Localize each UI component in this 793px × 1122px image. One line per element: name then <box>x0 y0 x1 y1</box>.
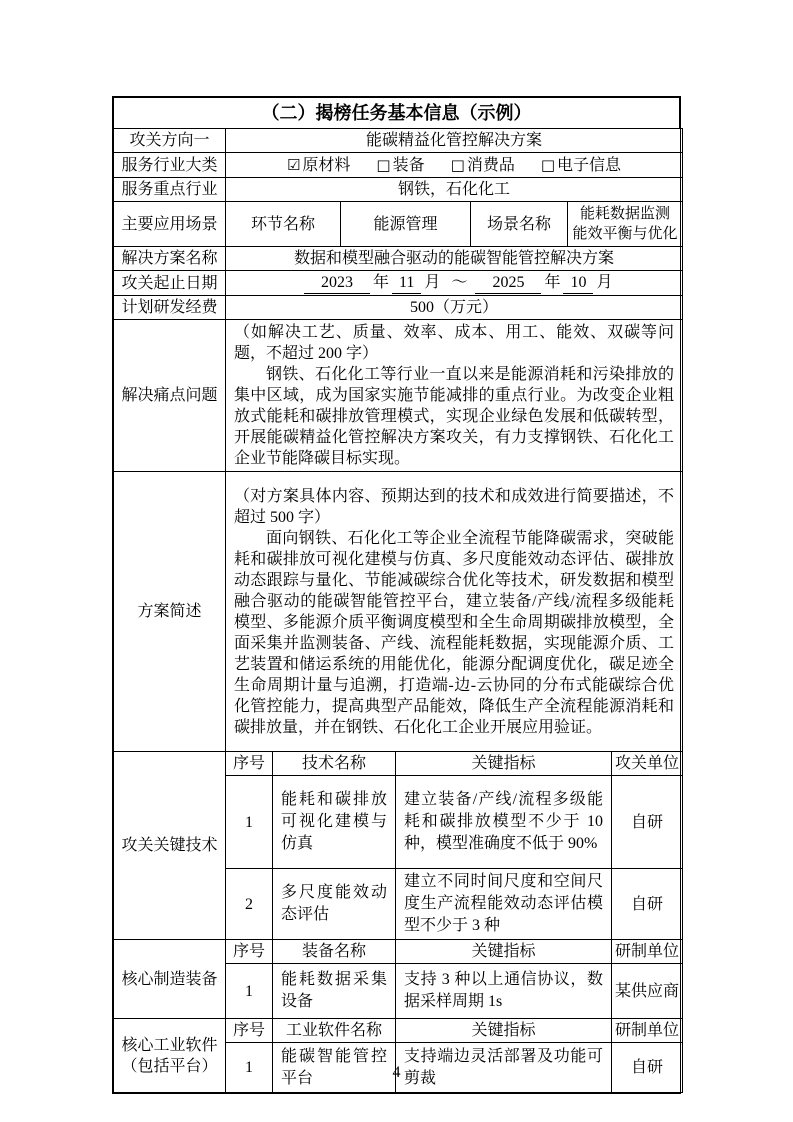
checkbox-label: 原材料 <box>302 156 351 174</box>
checkbox-option-consumer-goods[interactable] <box>451 155 515 176</box>
checkbox-unchecked-icon: □ <box>540 155 556 174</box>
form-table <box>112 96 681 1094</box>
tech-row-indicator: 建立装备/产线/流程多级能耗和碳排放模型不少于 10 种，模型准确度不低于 90% <box>396 776 612 869</box>
summary-label: 方案简述 <box>114 472 226 752</box>
col-header-unit: 研制单位 <box>612 940 683 964</box>
table-row <box>114 247 683 271</box>
table-header-row <box>114 1019 683 1043</box>
application-scene-table <box>113 201 683 247</box>
equipment-row-indicator: 支持 3 种以上通信协议，数据采样周期 1s <box>396 964 612 1019</box>
checkbox-option-equipment[interactable] <box>376 155 424 176</box>
summary-body: 面向钢铁、石化化工等企业全流程节能降碳需求，突破能耗和碳排放可视化建模与仿真、多尺度能效动态评估、碳排放动态跟踪与量化、节能减碳综合优化等技术，研发数据和模型融合驱动的能碳智能管控平台，建立装备/产线/流程多级能耗模型、多能源介质平衡调度模型和全生命周期碳排放模型，全面采集并监测装备、产线、流程能耗数据，实现能源介质、工艺装置和储运系统的用能优化，能源分配调度优化，碳足迹全生命周期计量与追溯，打造端-边-云协同的分布式能碳综合优化管控能力，提高典型产品能效，降低生产全流程能源消耗和碳排放量，并在钢铁、石化化工企业开展应用验证。 <box>234 529 674 736</box>
checkbox-label: 消费品 <box>466 156 515 174</box>
table-row <box>114 129 683 153</box>
tech-row-unit: 自研 <box>612 869 683 940</box>
year-unit: 年 <box>544 274 561 291</box>
table-row <box>114 202 683 247</box>
title-table <box>113 97 680 129</box>
col-header-indicator: 关键指标 <box>396 1019 612 1043</box>
schedule-value <box>226 271 683 296</box>
scene-value-line1: 能耗数据监测 <box>579 206 670 222</box>
table-row <box>114 153 683 178</box>
month-unit: 月 <box>596 274 613 291</box>
form-title: （二）揭榜任务基本信息（示例） <box>114 98 680 129</box>
col-header-indicator: 关键指标 <box>396 752 612 776</box>
col-header-software-name: 工业软件名称 <box>273 1019 396 1043</box>
service-category-label: 服务行业大类 <box>114 153 226 178</box>
direction-value: 能碳精益化管控解决方案 <box>226 129 683 153</box>
pain-points-hint: （如解决工艺、质量、效率、成本、用工、能效、双碳等问题，不超过 200 字） <box>234 324 674 362</box>
checkbox-label: 装备 <box>392 156 425 174</box>
checkbox-option-electronics[interactable] <box>541 155 621 176</box>
table-row <box>114 178 683 202</box>
pain-points-body: 钢铁、石化化工等行业一直以来是能源消耗和污染排放的集中区域，成为国家实施节能减排的重点行业。为改变企业粗放式能耗和碳排放管理模式，实现企业绿色发展和低碳转型，开展能碳精益化管控解决方案攻关，有力支撑钢铁、石化化工企业节能降碳目标实现。 <box>234 366 674 467</box>
solution-name-label: 解决方案名称 <box>114 247 226 271</box>
table-row <box>114 296 683 320</box>
direction-label: 攻关方向一 <box>114 129 226 153</box>
core-equipment-label: 核心制造装备 <box>114 940 226 1019</box>
tech-row-no: 2 <box>226 869 273 940</box>
col-header-no: 序号 <box>226 940 273 964</box>
table-row <box>114 271 683 296</box>
checkbox-unchecked-icon: □ <box>450 155 465 174</box>
key-industry-label: 服务重点行业 <box>114 178 226 202</box>
key-industry-value: 钢铁，石化化工 <box>226 178 683 202</box>
col-header-indicator: 关键指标 <box>396 940 612 964</box>
equipment-row-no: 1 <box>226 964 273 1019</box>
key-technologies-label: 攻关关键技术 <box>114 752 226 940</box>
checkbox-checked-icon: ☑ <box>286 155 301 174</box>
software-row-name: 能碳智能管控平台 <box>273 1043 396 1093</box>
core-software-label: 核心工业软件（包括平台） <box>114 1019 226 1093</box>
table-header-row <box>114 940 683 964</box>
schedule-label: 攻关起止日期 <box>114 271 226 296</box>
software-row-no: 1 <box>226 1043 273 1093</box>
pain-points-label: 解决痛点问题 <box>114 320 226 472</box>
start-year-field[interactable]: 2023 <box>304 272 370 294</box>
end-year-field[interactable]: 2025 <box>475 272 541 294</box>
tech-row-no: 1 <box>226 776 273 869</box>
year-unit: 年 <box>373 274 390 291</box>
core-equipment-table <box>113 939 683 1019</box>
date-range-separator: ～ <box>451 274 468 291</box>
equipment-row-name: 能耗数据采集设备 <box>273 964 396 1019</box>
budget-label: 计划研发经费 <box>114 296 226 320</box>
tech-row-unit: 自研 <box>612 776 683 869</box>
col-header-no: 序号 <box>226 1019 273 1043</box>
software-row-unit: 自研 <box>612 1043 683 1093</box>
checkbox-unchecked-icon: □ <box>376 155 391 174</box>
budget-value: 500（万元） <box>226 296 683 320</box>
end-month-field[interactable]: 10 <box>563 272 593 294</box>
scene-value-line2: 能效平衡与优化 <box>572 226 678 242</box>
link-name-value: 能源管理 <box>341 202 471 247</box>
page-number: 4 <box>392 1064 401 1081</box>
tech-row-name: 能耗和碳排放可视化建模与仿真 <box>273 776 396 869</box>
application-scene-label: 主要应用场景 <box>114 202 226 247</box>
software-row-indicator: 支持端边灵活部署及功能可剪裁 <box>396 1043 612 1093</box>
tech-row-name: 多尺度能效动态评估 <box>273 869 396 940</box>
table-row <box>114 472 683 752</box>
key-technologies-table <box>113 751 683 940</box>
summary-content <box>226 472 683 752</box>
basic-info-table <box>113 128 683 202</box>
checkbox-option-raw-materials[interactable] <box>287 155 350 176</box>
col-header-no: 序号 <box>226 752 273 776</box>
col-header-unit: 研制单位 <box>612 1019 683 1043</box>
start-month-field[interactable]: 11 <box>392 272 421 294</box>
col-header-unit: 攻关单位 <box>612 752 683 776</box>
scene-name-label: 场景名称 <box>471 202 568 247</box>
checkbox-label: 电子信息 <box>557 156 622 174</box>
equipment-row-unit: 某供应商 <box>612 964 683 1019</box>
service-category-options <box>226 153 683 178</box>
month-unit: 月 <box>424 274 441 291</box>
link-name-label: 环节名称 <box>226 202 341 247</box>
tech-row-indicator: 建立不同时间尺度和空间尺度生产流程能效动态评估模型不少于 3 种 <box>396 869 612 940</box>
table-row <box>114 320 683 472</box>
scene-name-value <box>568 202 683 247</box>
details-table <box>113 246 683 752</box>
pain-points-content <box>226 320 683 472</box>
summary-hint: （对方案具体内容、预期达到的技术和成效进行简要描述，不超过 500 字） <box>234 487 674 526</box>
solution-name-value: 数据和模型融合驱动的能碳智能管控解决方案 <box>226 247 683 271</box>
col-header-tech-name: 技术名称 <box>273 752 396 776</box>
table-header-row <box>114 752 683 776</box>
col-header-equipment-name: 装备名称 <box>273 940 396 964</box>
